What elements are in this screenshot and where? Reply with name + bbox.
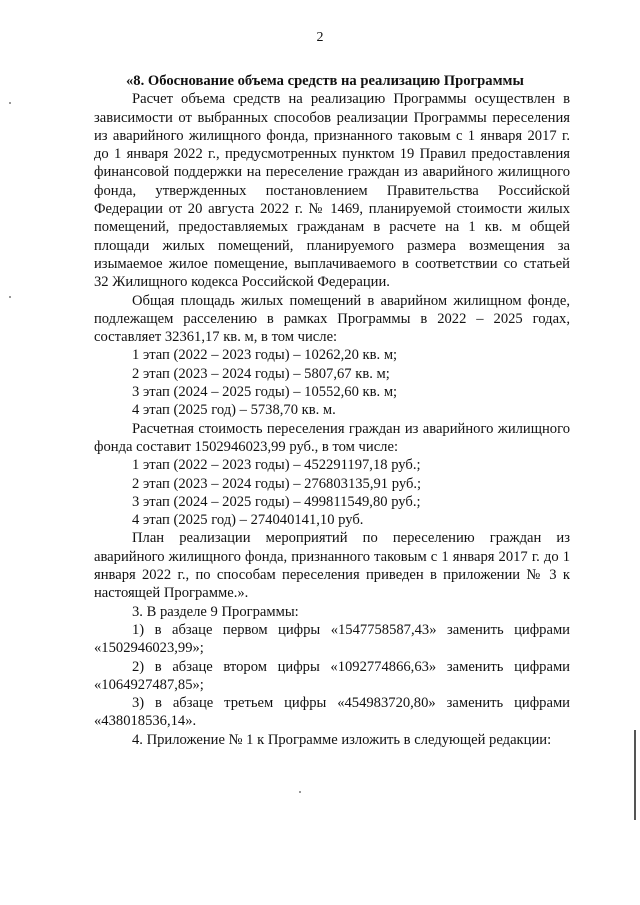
scan-dot [299, 791, 301, 793]
scan-edge-mark [634, 730, 636, 820]
paragraph-implementation-plan: План реализации мероприятий по переселению граждан из аварийного жилищного фонда, признанного таковым с 1 января 2017 г. до 1 января 2022 г., по способам переселения приведен в приложении № 3 к настоящей Программе.». [94, 530, 570, 602]
cost-stage-3: 3 этап (2024 – 2025 годы) – 499811549,80 руб.; [132, 493, 421, 510]
area-stage-4: 4 этап (2025 год) – 5738,70 кв. м. [132, 402, 336, 419]
paragraph-total-area: Общая площадь жилых помещений в аварийном жилищном фонде, подлежащем расселению в рамках Программы в 2022 – 2025 годах, составляет 32361,17 кв. м, в том числе: [94, 292, 570, 346]
scan-dot [9, 296, 11, 298]
paragraph-amendment-2: 2) в абзаце втором цифры «1092774866,63» заменить цифрами «1064927487,85»; [94, 658, 570, 693]
document-body [94, 72, 570, 749]
scan-dot [9, 102, 11, 104]
page-number: 2 [316, 30, 324, 45]
paragraph-calculation-basis: Расчет объема средств на реализацию Программы осуществлен в зависимости от выбранных способов реализации Программы переселения из аварийного жилищного фонда, признанного таковым с 1 января 2017 г. до 1 января 2022 г., предусмотренных пунктом 19 Правил предоставления финансовой поддержки на переселение граждан из аварийного жилищного фонда, утвержденных постановлением Правительства Российской Федерации от 20 августа 2022 г. № 1469, планируемой стоимости жилых помещений, предоставляемых гражданам в расчете на 1 кв. м общей площади жилых помещений, планируемого размера возмещения за изымаемое жилое помещение, выплачиваемого в соответствии со статьей 32 Жилищного кодекса Российской Федерации. [94, 91, 570, 291]
paragraph-amendment-1: 1) в абзаце первом цифры «1547758587,43» заменить цифрами «1502946023,99»; [94, 621, 570, 657]
paragraph-appendix-1: 4. Приложение № 1 к Программе изложить в следующей редакции: [132, 731, 552, 748]
cost-stage-2: 2 этап (2023 – 2024 годы) – 276803135,91 руб.; [132, 475, 422, 492]
paragraph-total-cost: Расчетная стоимость переселения граждан из аварийного жилищного фонда составит 1502946023,99 руб., в том числе: [94, 420, 570, 455]
paragraph-section-9: 3. В разделе 9 Программы: [132, 603, 299, 620]
area-stage-2: 2 этап (2023 – 2024 годы) – 5807,67 кв. м; [132, 365, 390, 382]
paragraph-amendment-3: 3) в абзаце третьем цифры «454983720,80» заменить цифрами «438018536,14». [94, 695, 570, 730]
cost-stage-1: 1 этап (2022 – 2023 годы) – 452291197,18 руб.; [132, 457, 421, 474]
area-stage-1: 1 этап (2022 – 2023 годы) – 10262,20 кв. м; [132, 347, 398, 364]
section-heading: «8. Обоснование объема средств на реализацию Программы [126, 73, 524, 89]
area-stage-3: 3 этап (2024 – 2025 годы) – 10552,60 кв. м; [132, 384, 398, 401]
cost-stage-4: 4 этап (2025 год) – 274040141,10 руб. [132, 512, 364, 529]
